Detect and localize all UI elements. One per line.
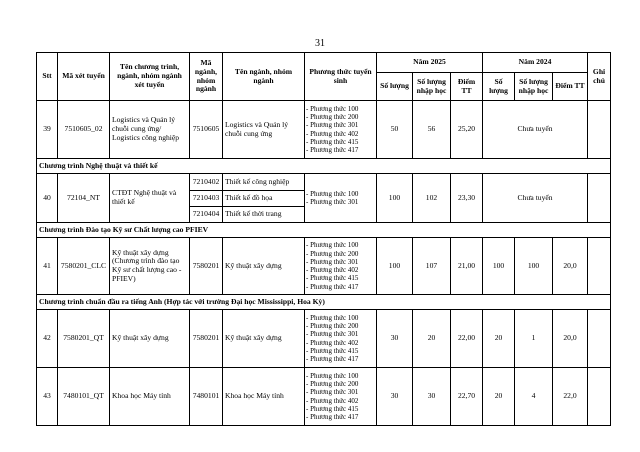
cell-ten-nganh: Kỹ thuật xây dựng <box>223 238 305 295</box>
cell-ma: 7480101_QT <box>58 368 110 426</box>
section-title: Chương trình Đào tạo Kỹ sư Chất lượng cao PFIEV <box>37 223 611 238</box>
cell-stt: 42 <box>37 310 58 368</box>
cell-ten: Kỹ thuật xây dựng <box>110 310 190 368</box>
cell-nh: 102 <box>413 174 451 223</box>
cell-stt: 40 <box>37 174 58 223</box>
cell-diem: 22,70 <box>451 368 483 426</box>
cell-ten-nganh: Thiết kế đồ họa <box>223 191 305 207</box>
cell-sl-2024: 100 <box>483 238 515 295</box>
header-ma-xet-tuyen: Mã xét tuyển <box>58 53 110 101</box>
table-row <box>37 238 611 295</box>
cell-diem: 22,00 <box>451 310 483 368</box>
header-nhap-hoc-2025: Số lượng nhập học <box>413 73 451 101</box>
cell-ten: Logistics và Quản lý chuỗi cung ứng/ Logistics công nghiệp <box>110 101 190 159</box>
header-diem-2024: Điểm TT <box>553 73 588 101</box>
cell-ghi-chu <box>588 174 611 223</box>
header-ma-nganh: Mã ngành, nhóm ngành <box>190 53 223 101</box>
cell-stt: 39 <box>37 101 58 159</box>
cell-methods: - Phương thức 100 - Phương thức 200 - Phương thức 301 - Phương thức 402 - Phương thức 415 - Phương thức 417 <box>305 238 377 295</box>
header-nam-2024: Năm 2024 <box>483 53 588 73</box>
cell-ma-nganh: 7480101 <box>190 368 223 426</box>
cell-ma: 7580201_CLC <box>58 238 110 295</box>
header-phuong-thuc: Phương thức tuyển sinh <box>305 53 377 101</box>
header-ghi-chu: Ghi chú <box>588 53 611 101</box>
cell-diem-2024: 20,0 <box>553 238 588 295</box>
section-title: Chương trình chuẩn đầu ra tiếng Anh (Hợp tác với trường Đại học Mississippi, Hoa Kỳ) <box>37 295 611 310</box>
cell-2024-status: Chưa tuyển <box>483 174 588 223</box>
cell-ghi-chu <box>588 368 611 426</box>
admission-table <box>36 52 611 426</box>
cell-ma: 7580201_QT <box>58 310 110 368</box>
cell-sl: 100 <box>377 238 413 295</box>
cell-diem: 23,30 <box>451 174 483 223</box>
cell-ma-nganh: 7210404 <box>190 207 223 223</box>
header-ten-nganh: Tên ngành, nhóm ngành <box>223 53 305 101</box>
cell-ten-nganh: Thiết kế thời trang <box>223 207 305 223</box>
cell-sl: 50 <box>377 101 413 159</box>
cell-sl: 100 <box>377 174 413 223</box>
cell-ten-nganh: Khoa học Máy tính <box>223 368 305 426</box>
cell-ten-nganh: Kỹ thuật xây dựng <box>223 310 305 368</box>
cell-diem: 25,20 <box>451 101 483 159</box>
table-row <box>37 174 611 191</box>
cell-ten-nganh: Logistics và Quản lý chuỗi cung ứng <box>223 101 305 159</box>
cell-sl-2024: 20 <box>483 368 515 426</box>
cell-ma: 7510605_02 <box>58 101 110 159</box>
table-row <box>37 368 611 426</box>
cell-methods: - Phương thức 100 - Phương thức 301 <box>305 174 377 223</box>
cell-2024-status: Chưa tuyển <box>483 101 588 159</box>
header-nhap-hoc-2024: Số lượng nhập học <box>515 73 553 101</box>
header-stt: Stt <box>37 53 58 101</box>
cell-ma-nganh: 7510605 <box>190 101 223 159</box>
cell-stt: 41 <box>37 238 58 295</box>
cell-ma-nganh: 7580201 <box>190 310 223 368</box>
cell-ghi-chu <box>588 310 611 368</box>
cell-ma-nganh: 7210403 <box>190 191 223 207</box>
header-ten-chuong-trinh: Tên chương trình, ngành, nhóm ngành xét tuyển <box>110 53 190 101</box>
header-diem-2025: Điểm TT <box>451 73 483 101</box>
cell-methods: - Phương thức 100 - Phương thức 200 - Phương thức 301 - Phương thức 402 - Phương thức 415 - Phương thức 417 <box>305 101 377 159</box>
header-nam-2025: Năm 2025 <box>377 53 483 73</box>
cell-stt: 43 <box>37 368 58 426</box>
table-row <box>37 101 611 159</box>
cell-diem-2024: 22,0 <box>553 368 588 426</box>
cell-ten: CTĐT Nghệ thuật và thiết kế <box>110 174 190 223</box>
page-number: 31 <box>315 38 325 49</box>
cell-nh: 30 <box>413 368 451 426</box>
cell-ma-nganh: 7210402 <box>190 174 223 191</box>
cell-ghi-chu <box>588 101 611 159</box>
cell-sl: 30 <box>377 368 413 426</box>
cell-nh: 56 <box>413 101 451 159</box>
cell-nh: 20 <box>413 310 451 368</box>
header-so-luong-2025: Số lượng <box>377 73 413 101</box>
cell-ten: Kỹ thuật xây dựng (Chương trình đào tạo Kỹ sư chất lượng cao - PFIEV) <box>110 238 190 295</box>
section-row <box>37 159 611 174</box>
cell-methods: - Phương thức 100 - Phương thức 200 - Phương thức 301 - Phương thức 402 - Phương thức 415 - Phương thức 417 <box>305 310 377 368</box>
table-row <box>37 310 611 368</box>
cell-sl-2024: 20 <box>483 310 515 368</box>
section-row <box>37 223 611 238</box>
cell-diem: 21,00 <box>451 238 483 295</box>
cell-ten-nganh: Thiết kế công nghiệp <box>223 174 305 191</box>
cell-methods: - Phương thức 100 - Phương thức 200 - Phương thức 301 - Phương thức 402 - Phương thức 415 - Phương thức 417 <box>305 368 377 426</box>
cell-ghi-chu <box>588 238 611 295</box>
cell-nh-2024: 100 <box>515 238 553 295</box>
cell-ten: Khoa học Máy tính <box>110 368 190 426</box>
section-title: Chương trình Nghệ thuật và thiết kế <box>37 159 611 174</box>
cell-sl: 30 <box>377 310 413 368</box>
cell-diem-2024: 20,0 <box>553 310 588 368</box>
cell-ma: 72104_NT <box>58 174 110 223</box>
cell-ma-nganh: 7580201 <box>190 238 223 295</box>
header-so-luong-2024: Số lượng <box>483 73 515 101</box>
section-row <box>37 295 611 310</box>
cell-nh-2024: 1 <box>515 310 553 368</box>
cell-nh-2024: 4 <box>515 368 553 426</box>
cell-nh: 107 <box>413 238 451 295</box>
